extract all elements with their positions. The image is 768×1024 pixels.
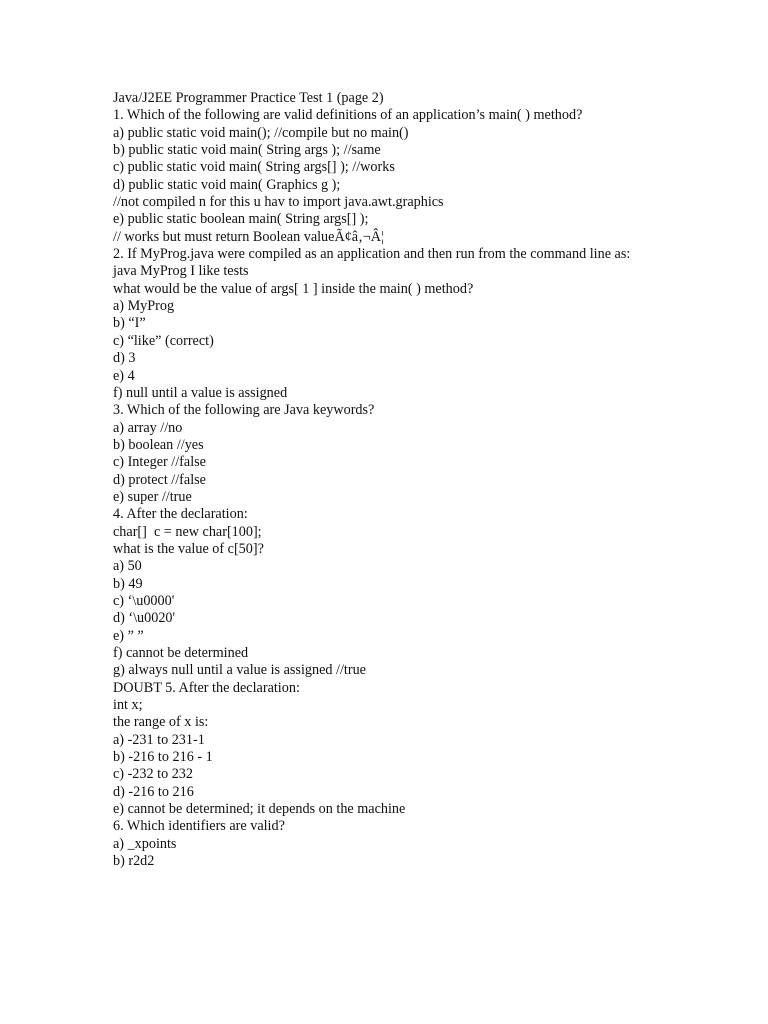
question-4-prompt: what is the value of c[50]? — [113, 540, 264, 557]
question-5: DOUBT 5. After the declaration: — [113, 679, 300, 696]
question-2: 2. If MyProg.java were compiled as an application and then run from the command line as: — [113, 246, 631, 263]
question-5-prompt: the range of x is: — [113, 714, 209, 731]
option-2a: a) MyProg — [113, 298, 175, 315]
option-4d: d) ‘\u0020' — [113, 610, 176, 627]
option-2f: f) null until a value is assigned — [113, 384, 288, 401]
document-text — [113, 90, 728, 870]
option-5d: d) -216 to 216 — [113, 783, 194, 800]
command-line: java MyProg I like tests — [113, 263, 249, 280]
option-2d: d) 3 — [113, 350, 136, 367]
option-1b: b) public static void main( String args ); //same — [113, 142, 381, 159]
question-2-prompt: what would be the value of args[ 1 ] inside the main( ) method? — [113, 280, 474, 297]
option-4f: f) cannot be determined — [113, 645, 249, 661]
option-6b: b) r2d2 — [113, 853, 155, 870]
option-3a: a) array //no — [113, 419, 183, 436]
document-title: Java/J2EE Programmer Practice Test 1 (page 2) — [113, 90, 384, 106]
option-5b: b) -216 to 216 - 1 — [113, 749, 213, 766]
note-1e: // works but must return Boolean valueÃ¢â‚¬Â¦ — [113, 228, 384, 245]
option-1e: e) public static boolean main( String args[] ); — [113, 211, 369, 228]
declaration-4: char[] c = new char[100]; — [113, 523, 262, 540]
option-3c: c) Integer //false — [113, 454, 206, 471]
note-1d: //not compiled n for this u hav to import java.awt.graphics — [113, 194, 444, 211]
option-5c: c) -232 to 232 — [113, 766, 193, 783]
option-2b: b) “I” — [113, 315, 146, 332]
option-4c: c) ‘\u0000' — [113, 592, 175, 609]
option-3d: d) protect //false — [113, 471, 206, 488]
option-4e: e) ” ” — [113, 627, 144, 644]
declaration-5: int x; — [113, 697, 143, 714]
option-5e: e) cannot be determined; it depends on the machine — [113, 801, 406, 818]
option-1d: d) public static void main( Graphics g ); — [113, 176, 341, 193]
option-1a: a) public static void main(); //compile but no main() — [113, 124, 409, 141]
option-5a: a) -231 to 231-1 — [113, 731, 205, 748]
question-3: 3. Which of the following are Java keywords? — [113, 402, 375, 419]
option-1c: c) public static void main( String args[] ); //works — [113, 159, 395, 176]
question-1: 1. Which of the following are valid definitions of an application’s main( ) method? — [113, 107, 583, 124]
option-2c: c) “like” (correct) — [113, 332, 214, 349]
option-2e: e) 4 — [113, 367, 135, 384]
option-4a: a) 50 — [113, 558, 142, 575]
question-6: 6. Which identifiers are valid? — [113, 818, 285, 835]
option-3e: e) super //true — [113, 488, 192, 505]
option-6a: a) _xpoints — [113, 835, 177, 852]
question-4: 4. After the declaration: — [113, 506, 248, 523]
option-4b: b) 49 — [113, 575, 143, 592]
option-3b: b) boolean //yes — [113, 436, 204, 453]
option-4g: g) always null until a value is assigned //true — [113, 662, 366, 679]
